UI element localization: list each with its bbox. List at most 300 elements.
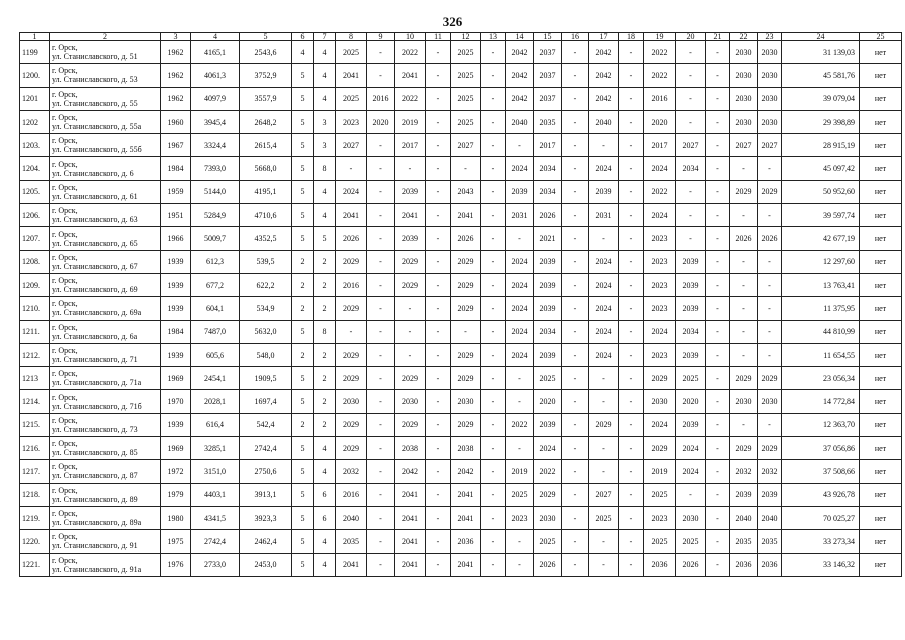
address-street: ул. Станиславского, д. 53 (52, 75, 138, 85)
value-cell: 2022 (395, 87, 426, 110)
value-cell: - (706, 273, 730, 296)
value-cell: 2016 (336, 273, 367, 296)
value-cell: 2030 (758, 390, 782, 413)
value-cell: - (506, 437, 534, 460)
value-cell: 2615,4 (240, 134, 292, 157)
value-cell: 2042 (506, 64, 534, 87)
value-cell: - (706, 87, 730, 110)
address-city: г. Орск, (52, 555, 78, 565)
flag-cell: нет (860, 134, 902, 157)
value-cell: 2031 (589, 204, 619, 227)
value-cell: 4 (314, 64, 336, 87)
value-cell: 1972 (161, 460, 191, 483)
value-cell: 2040 (758, 506, 782, 529)
address-city: г. Орск, (52, 43, 78, 53)
value-cell: 4 (314, 460, 336, 483)
value-cell: 2042 (451, 460, 481, 483)
value-cell: - (730, 320, 758, 343)
value-cell: 2028,1 (191, 390, 240, 413)
column-number-header-row (20, 33, 902, 41)
value-cell: - (562, 343, 589, 366)
address-street: ул. Станиславского, д. 55 (52, 98, 138, 108)
value-cell: - (481, 110, 506, 133)
value-cell: 2016 (367, 87, 395, 110)
value-cell: 2030 (730, 87, 758, 110)
value-cell: 605,6 (191, 343, 240, 366)
value-cell: - (481, 530, 506, 553)
value-cell: - (562, 204, 589, 227)
value-cell: - (619, 64, 644, 87)
column-number: 16 (562, 33, 589, 41)
value-cell: 677,2 (191, 273, 240, 296)
value-cell: 2022 (644, 41, 676, 64)
row-number: 1204. (20, 157, 50, 180)
table-row (20, 530, 902, 553)
value-cell: 2024 (644, 413, 676, 436)
value-cell: - (562, 553, 589, 576)
value-cell: - (506, 227, 534, 250)
address-street: ул. Станиславского, д. 67 (52, 261, 138, 271)
value-cell: 2453,0 (240, 553, 292, 576)
value-cell: 2031 (506, 204, 534, 227)
value-cell: 4352,5 (240, 227, 292, 250)
value-cell: 539,5 (240, 250, 292, 273)
cost-cell: 42 677,19 (782, 227, 860, 250)
column-number: 24 (782, 33, 860, 41)
value-cell: - (589, 390, 619, 413)
value-cell: - (730, 343, 758, 366)
value-cell: 2029 (644, 367, 676, 390)
value-cell: - (367, 41, 395, 64)
value-cell: - (562, 483, 589, 506)
table-row (20, 367, 902, 390)
value-cell: 2027 (589, 483, 619, 506)
value-cell: - (619, 413, 644, 436)
address-cell (50, 180, 161, 203)
value-cell: 5144,0 (191, 180, 240, 203)
value-cell: - (706, 64, 730, 87)
value-cell: - (562, 367, 589, 390)
value-cell: 2029 (534, 483, 562, 506)
row-number: 1214. (20, 390, 50, 413)
value-cell: - (367, 553, 395, 576)
value-cell: - (758, 413, 782, 436)
value-cell: 1697,4 (240, 390, 292, 413)
value-cell: 2024 (589, 343, 619, 366)
address-street: ул. Станиславского, д. 91а (52, 564, 142, 574)
value-cell: 2040 (506, 110, 534, 133)
value-cell: - (706, 250, 730, 273)
row-number: 1212. (20, 343, 50, 366)
value-cell: - (367, 506, 395, 529)
value-cell: 5 (292, 437, 314, 460)
value-cell: 2029 (451, 413, 481, 436)
address-city: г. Орск, (52, 462, 78, 472)
value-cell: 2036 (730, 553, 758, 576)
value-cell: 2030 (758, 41, 782, 64)
value-cell: 2042 (589, 87, 619, 110)
address-cell (50, 553, 161, 576)
value-cell: 4 (314, 530, 336, 553)
value-cell: 2042 (506, 87, 534, 110)
column-number: 2 (50, 33, 161, 41)
value-cell: 3945,4 (191, 110, 240, 133)
row-number: 1215. (20, 413, 50, 436)
address-city: г. Орск, (52, 299, 78, 309)
value-cell: 2029 (395, 273, 426, 296)
value-cell: 2025 (451, 110, 481, 133)
address-city: г. Орск, (52, 229, 78, 239)
value-cell: 4165,1 (191, 41, 240, 64)
value-cell: - (367, 390, 395, 413)
value-cell: - (730, 273, 758, 296)
value-cell: 2 (292, 343, 314, 366)
value-cell: 2032 (336, 460, 367, 483)
column-number: 15 (534, 33, 562, 41)
value-cell: 1969 (161, 367, 191, 390)
address-cell (50, 320, 161, 343)
value-cell: 2017 (644, 134, 676, 157)
value-cell: 2029 (336, 413, 367, 436)
value-cell: 5 (292, 110, 314, 133)
address-cell (50, 437, 161, 460)
value-cell: 2030 (758, 87, 782, 110)
value-cell: - (619, 506, 644, 529)
value-cell: - (506, 367, 534, 390)
value-cell: - (426, 483, 451, 506)
row-number: 1205. (20, 180, 50, 203)
cost-cell: 12 297,60 (782, 250, 860, 273)
value-cell: 2027 (336, 134, 367, 157)
address-street: ул. Станиславского, д. 89а (52, 518, 142, 528)
address-cell (50, 87, 161, 110)
table-row (20, 553, 902, 576)
value-cell: 7393,0 (191, 157, 240, 180)
value-cell: - (426, 204, 451, 227)
value-cell: 2022 (395, 41, 426, 64)
value-cell: - (481, 343, 506, 366)
column-number: 4 (191, 33, 240, 41)
value-cell: - (562, 110, 589, 133)
table-row (20, 250, 902, 273)
value-cell: - (426, 87, 451, 110)
value-cell: 4 (314, 437, 336, 460)
value-cell: - (730, 413, 758, 436)
value-cell: 2024 (644, 204, 676, 227)
address-cell (50, 250, 161, 273)
value-cell: 2039 (395, 227, 426, 250)
value-cell: 2034 (676, 157, 706, 180)
cost-cell: 11 654,55 (782, 343, 860, 366)
table-row (20, 227, 902, 250)
column-number: 11 (426, 33, 451, 41)
value-cell: - (395, 297, 426, 320)
address-city: г. Орск, (52, 532, 78, 542)
flag-cell: нет (860, 157, 902, 180)
table-row (20, 297, 902, 320)
value-cell: - (506, 553, 534, 576)
value-cell: 2024 (589, 250, 619, 273)
value-cell: 2026 (336, 227, 367, 250)
value-cell: 2041 (395, 483, 426, 506)
row-number: 1208. (20, 250, 50, 273)
value-cell: - (619, 530, 644, 553)
table-row (20, 110, 902, 133)
value-cell: 2 (314, 367, 336, 390)
table-row (20, 413, 902, 436)
value-cell: 5 (292, 553, 314, 576)
value-cell: - (426, 297, 451, 320)
value-cell: 5 (292, 390, 314, 413)
value-cell: - (562, 530, 589, 553)
value-cell: 2029 (395, 250, 426, 273)
value-cell: 4 (314, 41, 336, 64)
value-cell: - (367, 227, 395, 250)
value-cell: - (562, 157, 589, 180)
value-cell: - (426, 413, 451, 436)
value-cell: 2019 (644, 460, 676, 483)
value-cell: - (367, 64, 395, 87)
value-cell: 5 (292, 460, 314, 483)
value-cell: 5 (292, 64, 314, 87)
row-number: 1210. (20, 297, 50, 320)
value-cell: 2 (314, 273, 336, 296)
value-cell: 1980 (161, 506, 191, 529)
cost-cell: 12 363,70 (782, 413, 860, 436)
value-cell: 2023 (506, 506, 534, 529)
row-number: 1217. (20, 460, 50, 483)
value-cell: 2029 (336, 297, 367, 320)
value-cell: - (758, 250, 782, 273)
value-cell: - (426, 250, 451, 273)
value-cell: 5 (292, 530, 314, 553)
column-number: 6 (292, 33, 314, 41)
address-cell (50, 460, 161, 483)
address-cell (50, 227, 161, 250)
value-cell: 2041 (395, 506, 426, 529)
value-cell: 2041 (451, 506, 481, 529)
address-city: г. Орск, (52, 485, 78, 495)
flag-cell: нет (860, 180, 902, 203)
value-cell: - (562, 320, 589, 343)
value-cell: 5 (292, 506, 314, 529)
value-cell: 2035 (534, 110, 562, 133)
address-cell (50, 204, 161, 227)
address-street: ул. Станиславского, д. 55б (52, 145, 142, 155)
value-cell: - (506, 390, 534, 413)
value-cell: - (562, 180, 589, 203)
value-cell: 4061,3 (191, 64, 240, 87)
value-cell: 8 (314, 157, 336, 180)
value-cell: 1975 (161, 530, 191, 553)
address-street: ул. Станиславского, д. 6 (52, 168, 134, 178)
flag-cell: нет (860, 460, 902, 483)
value-cell: 2029 (758, 367, 782, 390)
value-cell: - (758, 343, 782, 366)
value-cell: - (589, 367, 619, 390)
value-cell: 2037 (534, 64, 562, 87)
value-cell: 5 (292, 320, 314, 343)
address-street: ул. Станиславского, д. 69 (52, 285, 138, 295)
value-cell: 5 (314, 227, 336, 250)
value-cell: - (676, 204, 706, 227)
address-cell (50, 413, 161, 436)
value-cell: 2025 (676, 367, 706, 390)
value-cell: 2024 (676, 437, 706, 460)
cost-cell: 11 375,95 (782, 297, 860, 320)
value-cell: 2 (314, 343, 336, 366)
flag-cell: нет (860, 553, 902, 576)
cost-cell: 31 139,03 (782, 41, 860, 64)
value-cell: - (426, 273, 451, 296)
value-cell: 2022 (534, 460, 562, 483)
value-cell: 2024 (506, 250, 534, 273)
value-cell: 2020 (367, 110, 395, 133)
value-cell: - (706, 413, 730, 436)
value-cell: - (676, 110, 706, 133)
table-row (20, 460, 902, 483)
value-cell: 1984 (161, 320, 191, 343)
column-number: 9 (367, 33, 395, 41)
value-cell: - (619, 367, 644, 390)
value-cell: - (367, 134, 395, 157)
value-cell: 2024 (644, 320, 676, 343)
value-cell: - (451, 320, 481, 343)
value-cell: 2030 (758, 64, 782, 87)
address-city: г. Орск, (52, 415, 78, 425)
value-cell: - (426, 367, 451, 390)
value-cell: - (676, 227, 706, 250)
table-row (20, 87, 902, 110)
value-cell: 2039 (676, 297, 706, 320)
value-cell: 2036 (644, 553, 676, 576)
value-cell: 2 (292, 273, 314, 296)
value-cell: 2648,2 (240, 110, 292, 133)
table-row (20, 320, 902, 343)
cost-cell: 39 079,04 (782, 87, 860, 110)
value-cell: - (619, 320, 644, 343)
value-cell: - (589, 227, 619, 250)
table-row (20, 64, 902, 87)
value-cell: 2025 (534, 530, 562, 553)
flag-cell: нет (860, 204, 902, 227)
value-cell: 5 (292, 157, 314, 180)
value-cell: - (481, 273, 506, 296)
value-cell: - (481, 297, 506, 320)
value-cell: 2454,1 (191, 367, 240, 390)
row-number: 1203. (20, 134, 50, 157)
value-cell: - (619, 273, 644, 296)
value-cell: 1970 (161, 390, 191, 413)
value-cell: - (706, 227, 730, 250)
table-row (20, 273, 902, 296)
value-cell: 6 (314, 506, 336, 529)
value-cell: - (676, 483, 706, 506)
address-cell (50, 297, 161, 320)
value-cell: 2036 (758, 553, 782, 576)
value-cell: 2026 (676, 553, 706, 576)
value-cell: 2024 (506, 320, 534, 343)
value-cell: 2041 (336, 64, 367, 87)
value-cell: 5 (292, 483, 314, 506)
value-cell: 2742,4 (240, 437, 292, 460)
value-cell: 2025 (451, 87, 481, 110)
value-cell: 2039 (730, 483, 758, 506)
value-cell: - (426, 134, 451, 157)
value-cell: - (451, 157, 481, 180)
value-cell: - (706, 41, 730, 64)
address-city: г. Орск, (52, 159, 78, 169)
value-cell: - (676, 87, 706, 110)
address-street: ул. Станиславского, д. 87 (52, 471, 138, 481)
value-cell: - (758, 320, 782, 343)
value-cell: 2017 (534, 134, 562, 157)
value-cell: 2027 (758, 134, 782, 157)
value-cell: 2023 (644, 343, 676, 366)
address-city: г. Орск, (52, 509, 78, 519)
value-cell: 2024 (534, 437, 562, 460)
value-cell: 2029 (451, 343, 481, 366)
value-cell: 2026 (534, 553, 562, 576)
value-cell: 1976 (161, 553, 191, 576)
value-cell: - (481, 390, 506, 413)
value-cell: 1939 (161, 273, 191, 296)
value-cell: 1962 (161, 87, 191, 110)
address-city: г. Орск, (52, 392, 78, 402)
column-number: 22 (730, 33, 758, 41)
value-cell: 2023 (644, 506, 676, 529)
value-cell: - (426, 41, 451, 64)
value-cell: 8 (314, 320, 336, 343)
value-cell: - (706, 204, 730, 227)
value-cell: 2022 (644, 64, 676, 87)
value-cell: 2016 (336, 483, 367, 506)
flag-cell: нет (860, 87, 902, 110)
address-street: ул. Станиславского, д. 63 (52, 215, 138, 225)
value-cell: - (562, 64, 589, 87)
address-street: ул. Станиславского, д. 71 (52, 355, 138, 364)
value-cell: 2023 (644, 273, 676, 296)
value-cell: 1960 (161, 110, 191, 133)
cost-cell: 14 772,84 (782, 390, 860, 413)
flag-cell: нет (860, 343, 902, 366)
value-cell: - (706, 297, 730, 320)
value-cell: 2039 (676, 250, 706, 273)
value-cell: - (619, 110, 644, 133)
value-cell: 1939 (161, 250, 191, 273)
value-cell: 2029 (451, 250, 481, 273)
row-number: 1209. (20, 273, 50, 296)
value-cell: 5668,0 (240, 157, 292, 180)
cost-cell: 37 056,86 (782, 437, 860, 460)
value-cell: 2041 (451, 204, 481, 227)
value-cell: 2041 (395, 64, 426, 87)
page-number: 326 (442, 14, 463, 29)
value-cell: - (706, 530, 730, 553)
address-street: ул. Станиславского, д. 51 (52, 52, 138, 62)
value-cell: 542,4 (240, 413, 292, 436)
value-cell: 2039 (395, 180, 426, 203)
value-cell: 2037 (534, 87, 562, 110)
value-cell: 2039 (758, 483, 782, 506)
value-cell: 2042 (395, 460, 426, 483)
column-number: 12 (451, 33, 481, 41)
address-cell (50, 41, 161, 64)
value-cell: - (730, 250, 758, 273)
value-cell: - (706, 367, 730, 390)
value-cell: 2030 (451, 390, 481, 413)
cost-cell: 37 508,66 (782, 460, 860, 483)
